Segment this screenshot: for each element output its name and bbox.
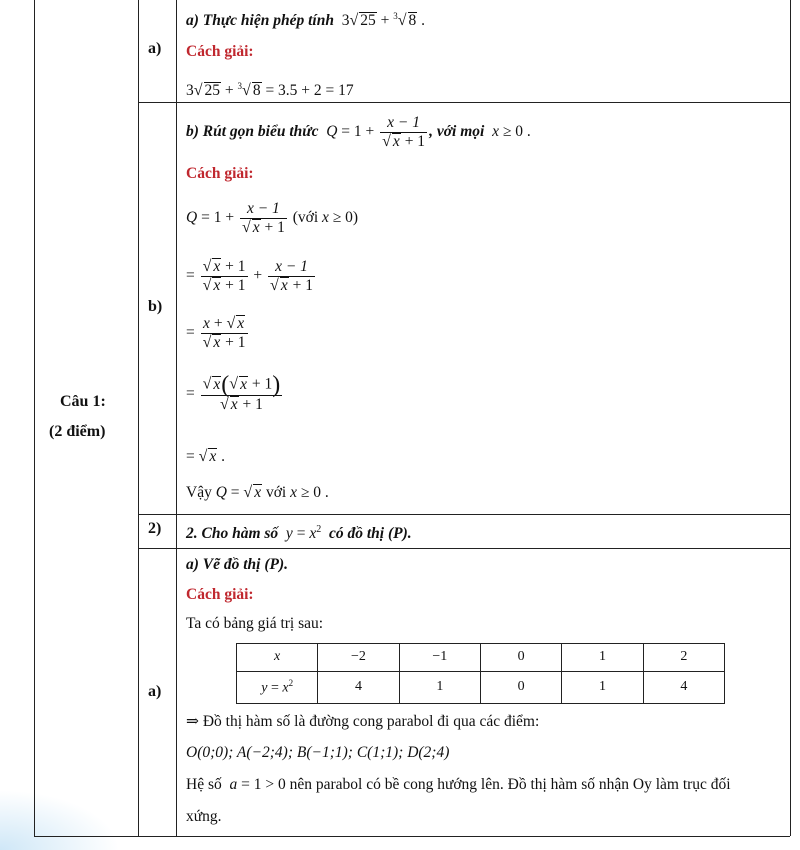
part-2a-points: O(0;0); A(−2;4); B(−1;1); C(1;1); D(2;4): [186, 744, 450, 761]
border-left: [34, 0, 35, 836]
value-table-header-x: x: [237, 644, 318, 672]
row-label-2: 2): [148, 520, 162, 537]
part-b-condition: (với: [292, 209, 319, 227]
value-table-cell: 2: [643, 644, 724, 672]
part-b-task: b) Rút gọn biểu thức Q = 1 + $\frac{x - 1}{√ x + 1}$ , với mọi x ≥ 0 .: [186, 114, 531, 150]
part-a-expression: 3√ 25 + $^3$√ 8 .: [337, 11, 426, 30]
part-b-task-suffix: , với mọi: [429, 123, 485, 141]
value-table-cell: −2: [318, 644, 399, 672]
border-bottom: [34, 836, 790, 837]
border-right: [790, 0, 791, 836]
value-table-cell: 4: [318, 671, 399, 703]
part-b-conclusion: Vậy Q = √ x với x ≥ 0 .: [186, 484, 329, 501]
value-table-cell: 1: [399, 671, 480, 703]
part-b-step-5: = √ x .: [186, 448, 226, 465]
part-2-task: 2. Cho hàm số $y = x^2$ có đồ thị (P).: [186, 524, 412, 543]
part-a-solution-result: = 3.5 + 2 = 17: [265, 82, 354, 100]
row-divider-3: [138, 548, 790, 549]
points-label: (2 điểm): [49, 423, 106, 440]
value-table: [236, 643, 725, 704]
part-2a-graph-text: ⇒ Đồ thị hàm số là đường cong parabol đi qua các điểm:: [186, 713, 540, 730]
value-table-row-y: [237, 671, 725, 703]
part-b-task-text: b) Rút gọn biểu thức: [186, 123, 319, 141]
value-table-cell: 0: [480, 671, 561, 703]
part-a-task-text: a) Thực hiện phép tính: [186, 12, 334, 30]
part-b-conclusion-prefix: Vậy: [186, 484, 212, 501]
part-2-task-text: 2. Cho hàm số: [186, 525, 279, 543]
part-b-step-2: = $\frac{√ x + 1}{√ x + 1}$ + $\frac{x - 1}{√ x + 1}$: [186, 258, 313, 294]
part-2a-coefficient: Hệ số a = 1 > 0 nên parabol có bề cong hướng lên. Đồ thị hàm số nhận Oy làm trục đối: [186, 776, 731, 793]
value-table-cell: 4: [643, 671, 724, 703]
value-table-header-y: $y = x^2$: [237, 671, 318, 703]
part-b-solution-heading: Cách giải:: [186, 165, 254, 182]
value-table-cell: 1: [562, 671, 643, 703]
part-2a-coefficient-prefix: Hệ số: [186, 776, 222, 793]
column-divider-2: [176, 0, 177, 836]
part-b-conclusion-mid: với: [265, 484, 287, 501]
row-label-b: b): [148, 298, 163, 315]
part-2a-solution-heading: Cách giải:: [186, 586, 254, 603]
part-2-task-suffix: có đồ thị (P).: [328, 525, 412, 543]
part-2a-last-word: xứng.: [186, 808, 222, 825]
part-a-solution: 3√ 25 + $^3$√ 8 = 3.5 + 2 = 17: [186, 81, 354, 100]
value-table-cell: 0: [480, 644, 561, 672]
value-table-cell: 1: [562, 644, 643, 672]
row-label-a1: a): [148, 40, 162, 57]
question-label: Câu 1:: [60, 393, 106, 410]
part-a-task: [186, 6, 425, 31]
value-table-cell: −1: [399, 644, 480, 672]
row-divider-1: [138, 102, 790, 103]
column-divider-1: [138, 0, 139, 836]
part-b-step-3: = $\frac{x + √ x}{√ x + 1}$: [186, 315, 246, 351]
part-b-step-1: Q = 1 + $\frac{x - 1}{√ x + 1}$ (với x ≥ 0): [186, 200, 359, 236]
row-divider-2: [138, 514, 790, 515]
row-label-a2: a): [148, 683, 162, 700]
value-table-row-x: [237, 644, 725, 672]
part-2a-intro: Ta có bảng giá trị sau:: [186, 615, 324, 632]
part-2a-coefficient-text: nên parabol có bề cong hướng lên. Đồ thị hàm số nhận Oy làm trục đối: [289, 776, 731, 793]
part-b-step-4: = $\frac{√ x(√ x + 1)}{√ x + 1}$: [186, 372, 281, 413]
part-2a-task: a) Vẽ đồ thị (P).: [186, 556, 289, 573]
part-a-solution-heading: Cách giải:: [186, 43, 254, 60]
